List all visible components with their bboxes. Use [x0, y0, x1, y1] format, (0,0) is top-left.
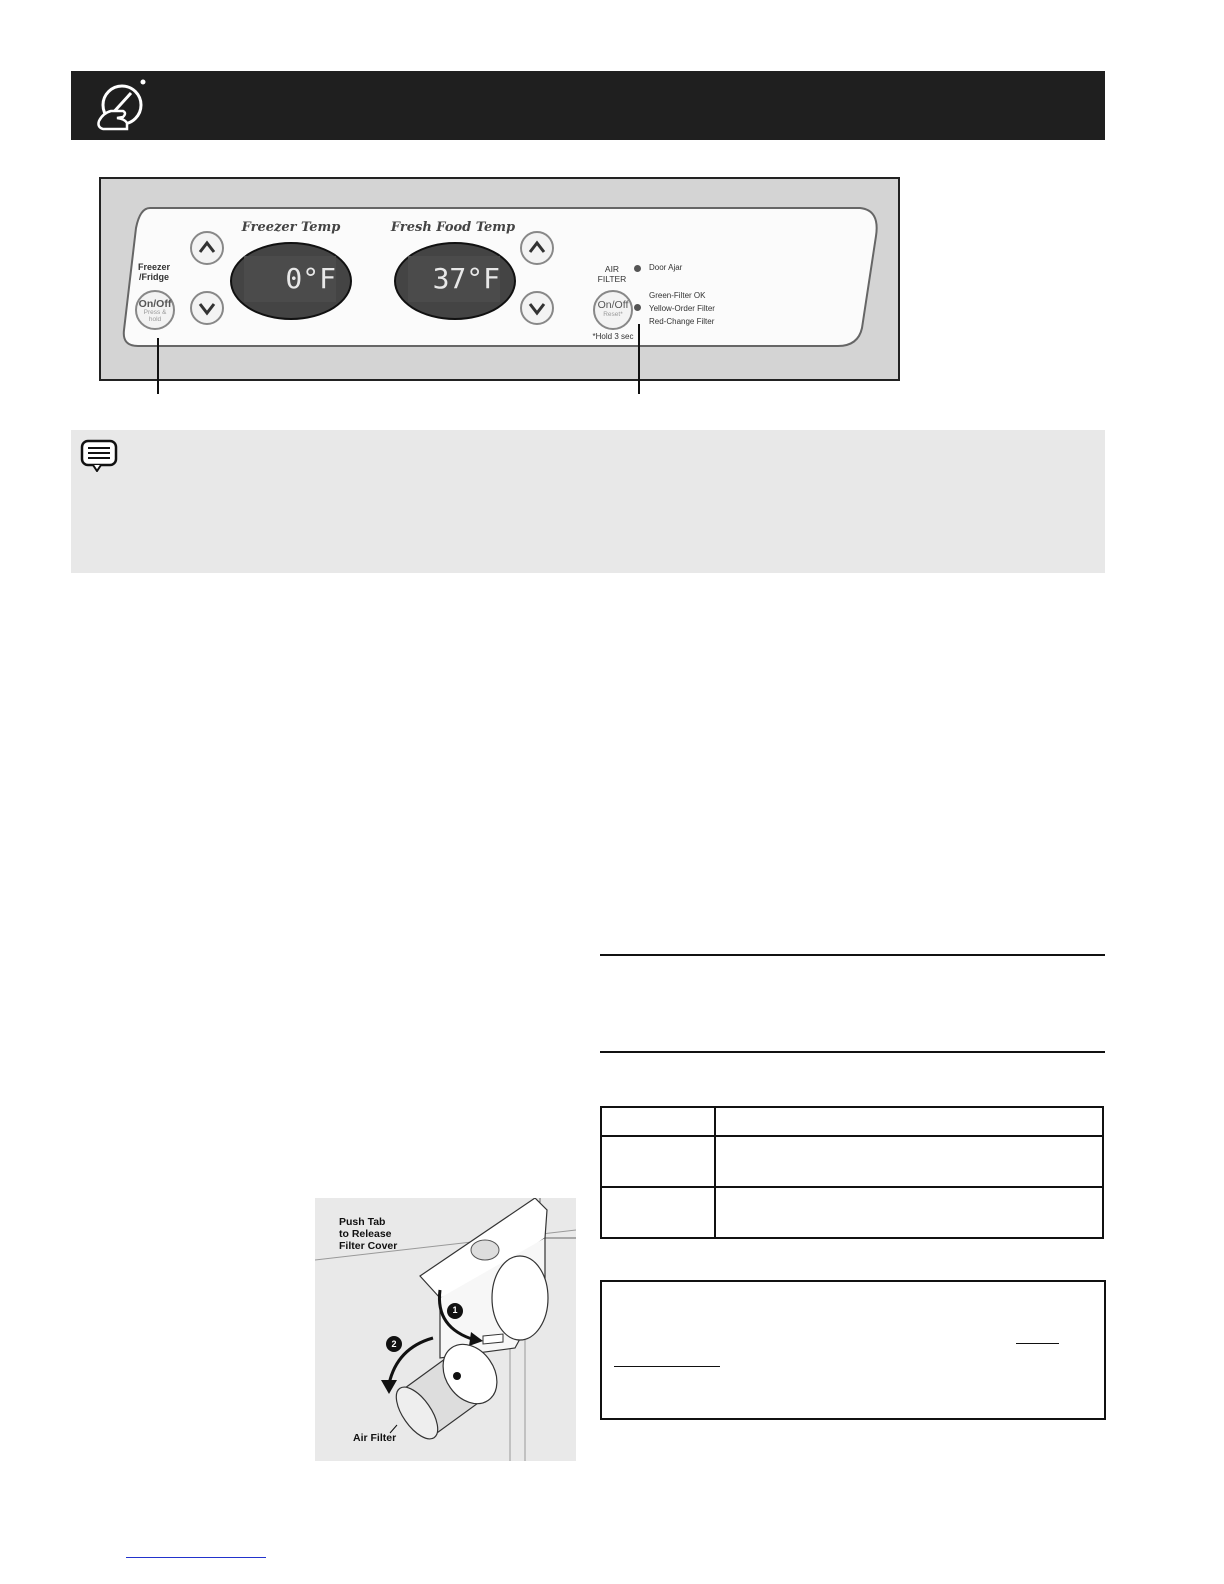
air-filter-label: AIR FILTER — [597, 264, 627, 284]
air-filter-onoff-button[interactable]: On/Off Reset* — [593, 290, 633, 330]
freezer-up-button[interactable] — [189, 230, 225, 266]
air-filter-label: Air Filter — [353, 1432, 397, 1444]
door-ajar-indicator — [634, 265, 641, 272]
table-row — [601, 1136, 1103, 1187]
table-row — [601, 1107, 1103, 1136]
table-cell — [601, 1187, 715, 1238]
hand-dial-icon — [95, 77, 151, 135]
note-box — [71, 430, 1105, 573]
air-filter-figure — [315, 1198, 576, 1461]
fresh-food-temp-display — [394, 242, 516, 320]
fresh-food-down-button[interactable] — [519, 290, 555, 326]
filter-status-legend: Green-Filter OK Yellow-Order Filter Red-Change Filter — [649, 291, 715, 326]
section-rule-bottom — [600, 1051, 1105, 1053]
filter-status-table — [600, 1106, 1104, 1239]
table-cell — [715, 1136, 1103, 1187]
fresh-food-up-button[interactable] — [519, 230, 555, 266]
info-box — [600, 1280, 1106, 1420]
underline-fragment — [614, 1366, 720, 1367]
freezer-fridge-label: Freezer /Fridge — [137, 262, 171, 282]
table-cell — [715, 1187, 1103, 1238]
push-tab-label: Push Tab to Release Filter Cover — [339, 1216, 398, 1252]
table-cell — [715, 1107, 1103, 1136]
callout-line-left — [157, 338, 159, 394]
fresh-food-temp-title: Fresh Food Temp — [390, 220, 516, 235]
filter-status-indicator — [634, 304, 641, 311]
table-row — [601, 1187, 1103, 1238]
link-underline[interactable] — [126, 1557, 266, 1558]
door-ajar-label: Door Ajar — [649, 263, 683, 272]
step-2-marker: 2 — [391, 1339, 397, 1349]
freezer-fridge-onoff-button[interactable]: On/Off Press & hold — [135, 290, 175, 330]
freezer-temp-display — [230, 242, 352, 320]
freezer-down-button[interactable] — [189, 290, 225, 326]
freezer-temp-title: Freezer Temp — [241, 220, 341, 235]
section-rule-top — [600, 954, 1105, 956]
freezer-temp-value: 0°F — [285, 262, 336, 295]
hold-3-sec-note: *Hold 3 sec — [592, 332, 634, 341]
table-cell — [601, 1107, 715, 1136]
note-speech-bubble-icon — [79, 438, 119, 472]
fresh-food-temp-value: 37°F — [432, 262, 500, 295]
step-1-marker: 1 — [452, 1305, 458, 1315]
table-cell — [601, 1136, 715, 1187]
underline-fragment — [1016, 1343, 1059, 1344]
callout-line-right — [638, 324, 640, 394]
section-header-bar — [71, 71, 1105, 140]
